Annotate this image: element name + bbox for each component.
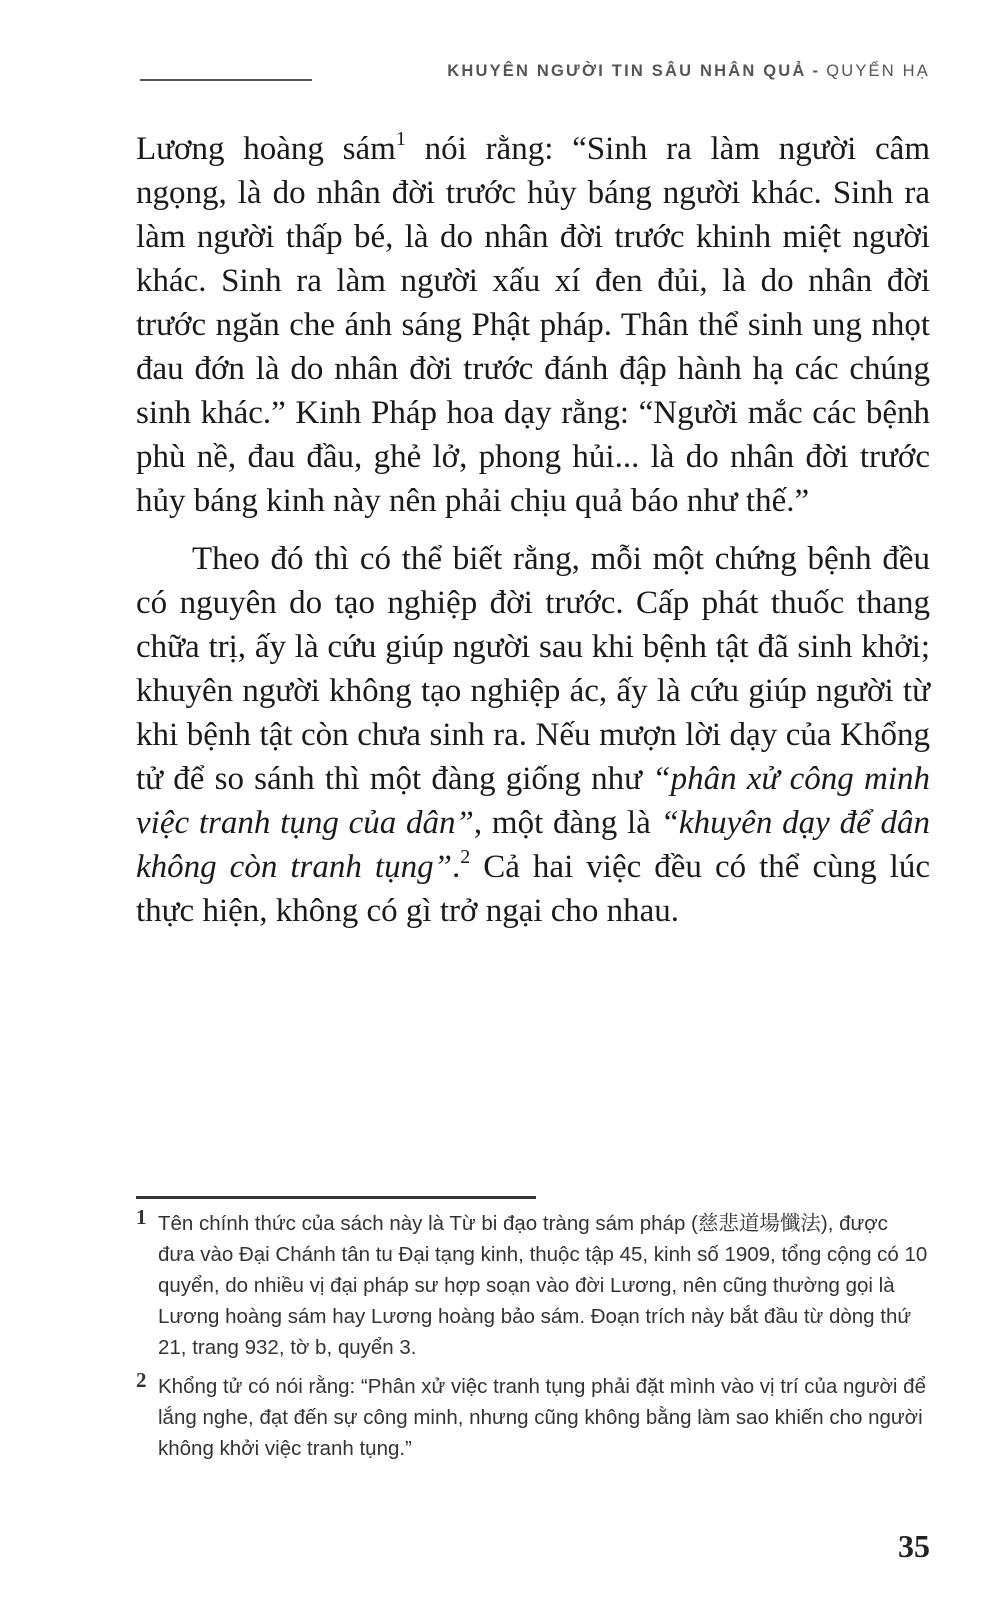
page-number: 35 xyxy=(898,1528,930,1564)
paragraph-2-text-d: Cả hai việc đều có thể cùng lúc thực hiện, không có gì trở ngại cho nhau. xyxy=(136,849,930,929)
footnote-2 xyxy=(136,1368,930,1464)
paragraph-2-text-b: , một đàng là xyxy=(473,805,661,841)
footnotes xyxy=(136,1205,930,1472)
paragraph-2 xyxy=(136,537,930,933)
header-book-title: KHUYÊN NGƯỜI TIN SÂU NHÂN QUẢ xyxy=(447,62,807,80)
body-text xyxy=(136,127,930,933)
paragraph-2-quote-1: “phân xử công minh việc tranh tụng của dân” xyxy=(136,761,930,841)
header-rule xyxy=(140,79,312,81)
footnote-1-number: 1 xyxy=(136,1205,147,1229)
paragraph-1 xyxy=(136,127,930,523)
header-separator: - xyxy=(812,62,821,80)
paragraph-1-text-b: nói rằng: “Sinh ra làm người câm ngọng, là do nhân đời trước hủy báng người khác. Sinh ra làm người thấp bé, là do nhân đời trước khinh miệt người khác. Sinh ra làm người xấu xí đen đủi, là do nhân đời trước ngăn che ánh sáng Phật pháp. Thân thể sinh ung nhọt đau đớn là do nhân đời trước đánh đập hành hạ các chúng sinh khác.” Kinh Pháp hoa dạy rằng: “Người mắc các bệnh phù nề, đau đầu, ghẻ lở, phong hủi... là do nhân đời trước hủy báng kinh này nên phải chịu quả báo như thế.” xyxy=(136,131,930,519)
footnote-1 xyxy=(136,1205,930,1363)
paragraph-2-quote-2: “khuyên dạy để dân không còn tranh tụng” xyxy=(136,805,930,885)
paragraph-2-text-c: . xyxy=(451,849,461,885)
paragraph-1-text-a: Lương hoàng sám xyxy=(136,131,396,167)
header-volume: QUYỂN HẠ xyxy=(826,62,930,80)
footnote-1-text: Tên chính thức của sách này là Từ bi đạo tràng sám pháp (慈悲道場懺法), được đưa vào Đại Chánh tân tu Đại tạng kinh, thuộc tập 45, kinh số 1909, tổng cộng có 10 quyển, do nhiều vị đại pháp sư hợp soạn vào đời Lương, nên cũng thường gọi là Lương hoàng sám hay Lương hoàng bảo sám. Đoạn trích này bắt đầu từ dòng thứ 21, trang 932, tờ b, quyển 3. xyxy=(158,1212,928,1359)
footnote-ref-1: 1 xyxy=(395,128,406,150)
paragraph-2-text-a: Theo đó thì có thể biết rằng, mỗi một chứng bệnh đều có nguyên do tạo nghiệp đời trước. Cấp phát thuốc thang chữa trị, ấy là cứu giúp người sau khi bệnh tật đã sinh khởi; khuyên người không tạo nghiệp ác, ấy là cứu giúp người từ khi bệnh tật còn chưa sinh ra. Nếu mượn lời dạy của Khổng tử để so sánh thì một đàng giống như xyxy=(136,541,930,797)
running-header xyxy=(320,62,930,81)
footnote-2-text: Khổng tử có nói rằng: “Phân xử việc tranh tụng phải đặt mình vào vị trí của người để lắng nghe, đạt đến sự công minh, nhưng cũng không bằng làm sao khiến cho người không khởi việc tranh tụng.” xyxy=(158,1375,926,1460)
footnote-rule xyxy=(136,1196,536,1199)
footnote-ref-2: 2 xyxy=(460,846,471,868)
footnote-2-number: 2 xyxy=(136,1368,147,1392)
